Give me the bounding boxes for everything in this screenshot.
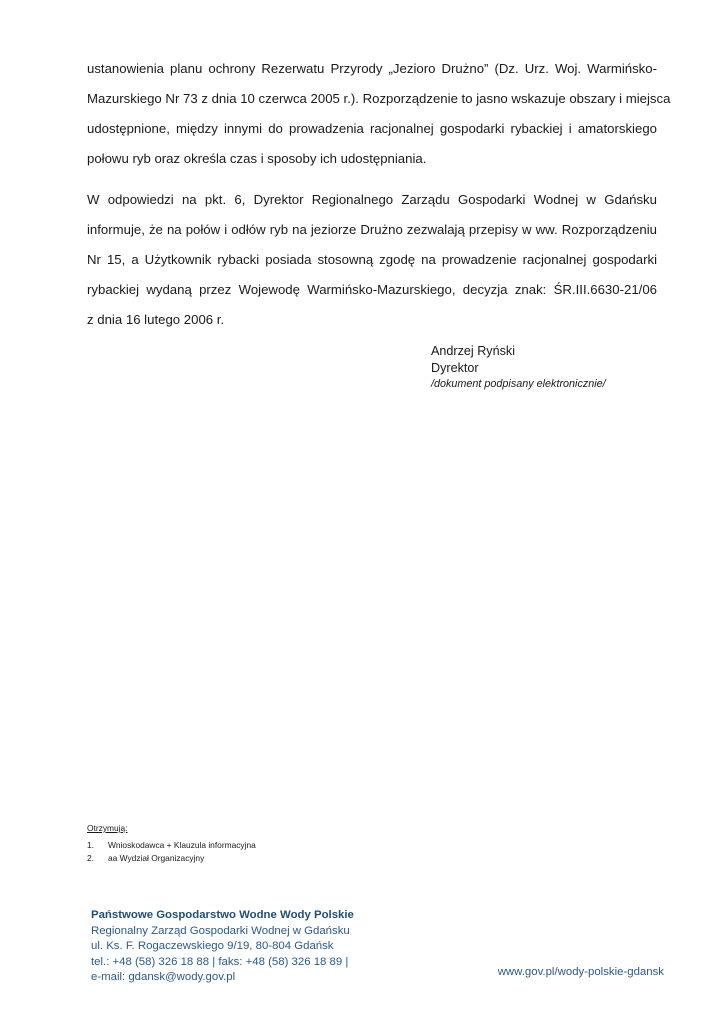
text-line: połowu ryb oraz określa czas i sposoby ich udostępniania.	[87, 151, 427, 166]
text-line: z dnia 16 lutego 2006 r.	[87, 312, 225, 327]
footer-phone: tel.: +48 (58) 326 18 88 | faks: +48 (58) 326 18 89 |	[91, 955, 349, 968]
signature-block	[431, 343, 606, 392]
text-line: Mazurskiego Nr 73 z dnia 10 czerwca 2005 r.). Rozporządzenie to jasno wskazuje obszary i miejsca	[87, 91, 671, 106]
paragraph-plan-ochrony	[87, 54, 671, 174]
recipient-item	[87, 852, 256, 866]
recipient-text: Wnioskodawca + Klauzula informacyjna	[108, 839, 256, 850]
footer-org-name: Państwowe Gospodarstwo Wodne Wody Polskie	[91, 909, 354, 921]
signatory-title: Dyrektor	[431, 361, 479, 375]
text-line: Nr 15, a Użytkownik rybacki posiada stosowną zgodę na prowadzenie racjonalnej gospodarki	[87, 252, 657, 267]
footer-address: ul. Ks. F. Rogaczewskiego 9/19, 80-804 Gdańsk	[91, 940, 334, 953]
text-line: W odpowiedzi na pkt. 6, Dyrektor Regionalnego Zarządu Gospodarki Wodnej w Gdańsku	[87, 192, 657, 207]
footer-line: Regionalny Zarząd Gospodarki Wodnej w Gdańsku	[91, 924, 350, 937]
footer-contact	[91, 908, 354, 986]
recipient-item	[87, 839, 256, 853]
recipient-number: 2.	[87, 853, 94, 863]
footer-website-link[interactable]: www.gov.pl/wody-polskie-gdansk	[497, 966, 664, 978]
recipient-text: aa Wydział Organizacyjny	[108, 853, 205, 863]
e-signature-note: /dokument podpisany elektronicznie/	[431, 378, 606, 390]
recipient-number: 1.	[87, 839, 94, 850]
signatory-name: Andrzej Ryński	[431, 344, 515, 358]
text-line: udostępnione, między innymi do prowadzenia racjonalnej gospodarki rybackiej i amatorskiego	[87, 121, 657, 136]
recipients-list	[87, 822, 256, 866]
text-line: rybackiej wydaną przez Wojewodę Warmińsko-Mazurskiego, decyzja znak: ŚR.III.6630-21/06	[87, 282, 657, 297]
text-line: ustanowienia planu ochrony Rezerwatu Przyrody „Jezioro Drużno” (Dz. Urz. Woj. Warmińsko-	[87, 61, 657, 76]
footer-email-link[interactable]: e-mail: gdansk@wody.gov.pl	[91, 971, 236, 984]
recipients-heading: Otrzymują:	[87, 823, 128, 833]
text-line: informuje, że na połów i odłów ryb na jeziorze Drużno zezwalają przepisy w ww. Rozporządzeniu	[87, 222, 657, 237]
paragraph-odpowiedz-pkt6	[87, 185, 657, 335]
